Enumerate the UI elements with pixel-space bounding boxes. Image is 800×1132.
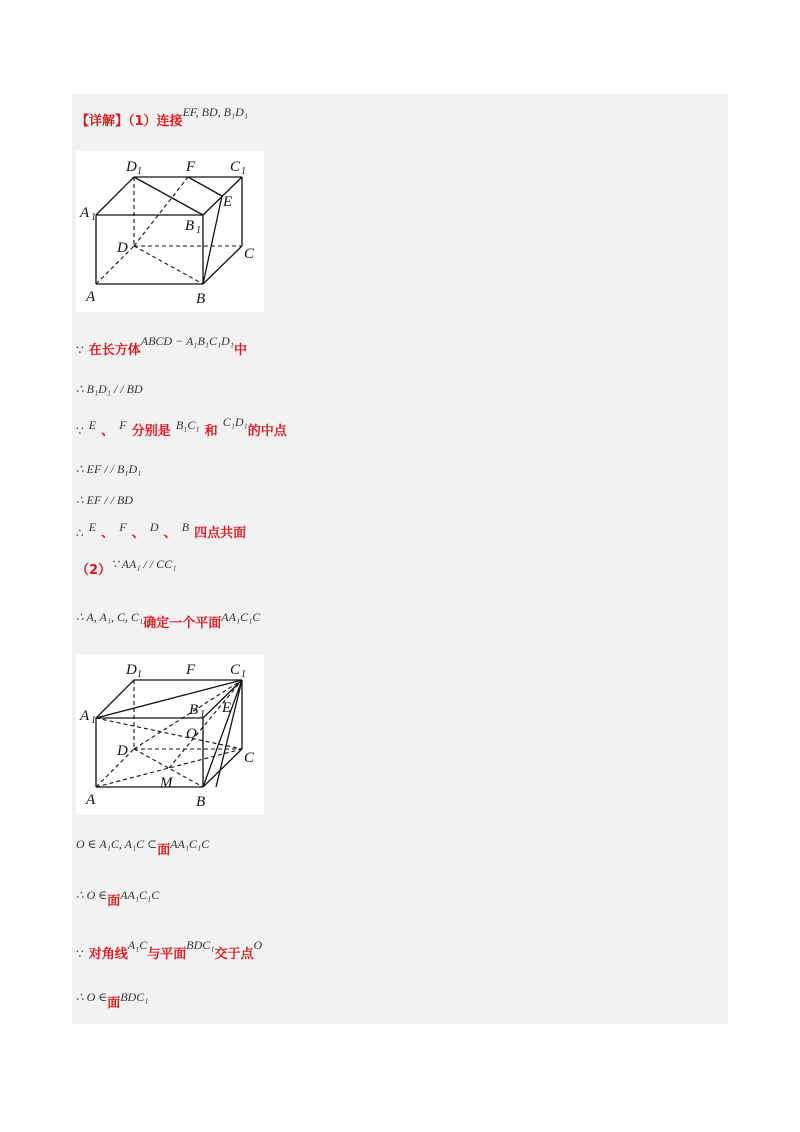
label-d: D (117, 240, 128, 256)
math-segment: ∴ EF / / BD (76, 493, 133, 507)
text-segment: 面 (107, 996, 121, 1011)
label-f: F (186, 662, 196, 678)
label-b1-sub: 1 (196, 225, 201, 236)
text-segment: 、 (163, 526, 177, 541)
because-symbol: ∵ (76, 947, 84, 961)
label-m: M (160, 775, 173, 791)
label-d: D (117, 743, 128, 759)
math-segment: ∵ AA₁ / / CC₁ (111, 557, 177, 571)
text-segment: 交于点 (214, 947, 254, 962)
label-b1: B (185, 218, 195, 234)
text-segment: 面 (107, 894, 121, 909)
label-d1-sub: 1 (137, 166, 142, 177)
text-segment: 、 (131, 526, 145, 541)
because-symbol: ∵ (76, 343, 84, 357)
label-e: E (223, 194, 233, 210)
math-segment: ∴ O ∈ (76, 990, 108, 1004)
solution-line-7 (76, 522, 246, 541)
solution-line-5 (76, 458, 141, 477)
label-d1-sub: 1 (137, 669, 142, 680)
text-segment: 、 (101, 526, 115, 541)
part-2-label: （2） (76, 563, 112, 578)
solution-line-1 (76, 105, 249, 129)
solution-line-10 (76, 833, 210, 858)
cuboid-figure-1 (76, 151, 264, 312)
text-segment: 和 (204, 424, 218, 439)
text-segment: 面 (157, 843, 171, 858)
because-symbol: ∵ (76, 424, 84, 438)
label-e: E (222, 700, 232, 716)
text-segment: 分别是 (131, 424, 171, 439)
math-segment: ∴ B₁D₁ / / BD (76, 382, 143, 396)
math-segment: E (88, 520, 97, 534)
label-c: C (244, 750, 255, 766)
label-a1-sub: 1 (91, 212, 96, 223)
therefore-symbol: ∴ (76, 526, 84, 540)
text-segment: 在长方体 (88, 343, 141, 358)
cuboid-figure-2-svg (76, 654, 264, 815)
cuboid-figure-1-svg (76, 151, 264, 312)
math-segment: B₁C₁ (175, 418, 200, 432)
solution-heading: 【详解】 (76, 114, 129, 129)
math-segments: EF, BD, B₁D₁ (182, 105, 249, 119)
math-segment: F (119, 520, 127, 534)
text-segment: 对角线 (88, 947, 128, 962)
solution-line-6 (76, 489, 133, 508)
label-c1: C (230, 159, 241, 175)
part-1-label: （1）连接 (128, 114, 183, 129)
math-segment: D (149, 520, 159, 534)
math-segment: ABCD − A₁B₁C₁D₁ (140, 334, 234, 348)
math-segment: ∴ EF / / B₁D₁ (76, 462, 142, 476)
solution-line-3 (76, 378, 143, 397)
text-segment: 中 (233, 343, 247, 358)
label-d1: D (126, 662, 137, 678)
label-a: A (86, 792, 96, 808)
math-segment: AA₁C₁C (221, 610, 261, 624)
math-segment: E (88, 418, 97, 432)
solution-line-11 (76, 884, 160, 909)
math-segment: C₁D₁ (222, 415, 248, 429)
label-b: B (196, 794, 206, 810)
text-segment: 四点共面 (194, 526, 247, 541)
label-f: F (186, 159, 196, 175)
solution-line-13 (76, 986, 149, 1011)
math-segment: AA₁C₁C (120, 888, 160, 902)
math-segment: O (253, 938, 263, 952)
text-segment: 与平面 (147, 947, 187, 962)
text-segment: 确定一个平面 (143, 616, 222, 631)
label-d1: D (126, 159, 137, 175)
math-segment: BDC₁ (186, 938, 215, 952)
math-segment: ∴ O ∈ (76, 888, 108, 902)
solution-line-12 (76, 938, 263, 962)
label-c1: C (230, 662, 241, 678)
solution-line-4 (76, 415, 287, 439)
label-b1-sub: 1 (200, 709, 205, 720)
label-a1: A (80, 205, 90, 221)
label-c: C (244, 246, 255, 262)
math-segment: ∴ A, A₁, C, C₁ (76, 610, 144, 624)
label-a1: A (80, 708, 90, 724)
solution-line-2 (76, 334, 247, 358)
text-segment: 的中点 (247, 424, 287, 439)
label-a: A (86, 289, 96, 305)
label-c1-sub: 1 (241, 166, 246, 177)
label-b: B (196, 291, 206, 307)
solution-line-9 (76, 606, 261, 631)
label-b1: B (189, 702, 199, 718)
math-segment: BDC₁ (120, 990, 149, 1004)
text-segment: 、 (101, 424, 115, 439)
label-o: O (186, 726, 197, 742)
math-segment: F (119, 418, 127, 432)
label-c1-sub: 1 (241, 669, 246, 680)
math-segment: O ∈ A₁C, A₁C ⊂ (76, 837, 158, 851)
math-segment: A₁C (127, 938, 148, 952)
cuboid-figure-2 (76, 654, 264, 815)
math-segment: B (181, 520, 190, 534)
math-segment: AA₁C₁C (170, 837, 210, 851)
solution-line-8 (76, 553, 177, 578)
label-a1-sub: 1 (91, 715, 96, 726)
